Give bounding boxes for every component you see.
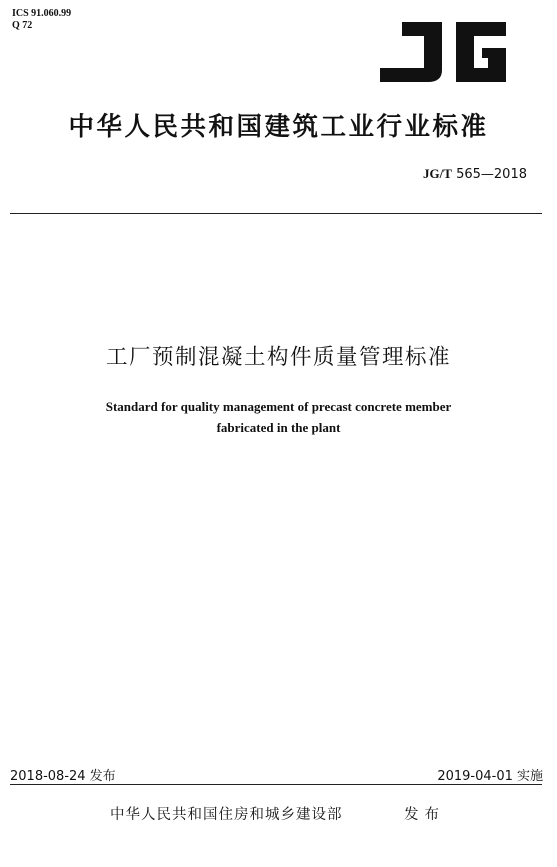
header-divider	[10, 213, 542, 214]
publisher-name: 中华人民共和国住房和城乡建设部	[110, 807, 343, 823]
ics-code: ICS 91.060.99	[12, 8, 72, 19]
standard-category-title: 中华人民共和国建筑工业行业标准	[68, 112, 489, 142]
standard-number	[423, 166, 527, 182]
publish-label: 发布	[404, 807, 445, 823]
issue-date: 2018-08-24 发布	[10, 769, 116, 784]
title-english-line-2: fabricated in the plant	[216, 420, 341, 435]
document-title-chinese: 工厂预制混凝土构件质量管理标准	[105, 345, 451, 370]
document-title-english	[40, 396, 517, 438]
standard-number-value: 565—2018	[456, 167, 527, 182]
title-english-line-1: Standard for quality management of precast concrete member	[105, 399, 452, 414]
implementation-date: 2019-04-01 实施	[437, 769, 543, 784]
footer-divider	[10, 784, 542, 785]
standard-number-prefix: JG/T	[423, 166, 452, 181]
ccs-code: Q 72	[12, 20, 33, 31]
jg-logo	[380, 20, 508, 84]
classification-codes	[12, 8, 71, 32]
